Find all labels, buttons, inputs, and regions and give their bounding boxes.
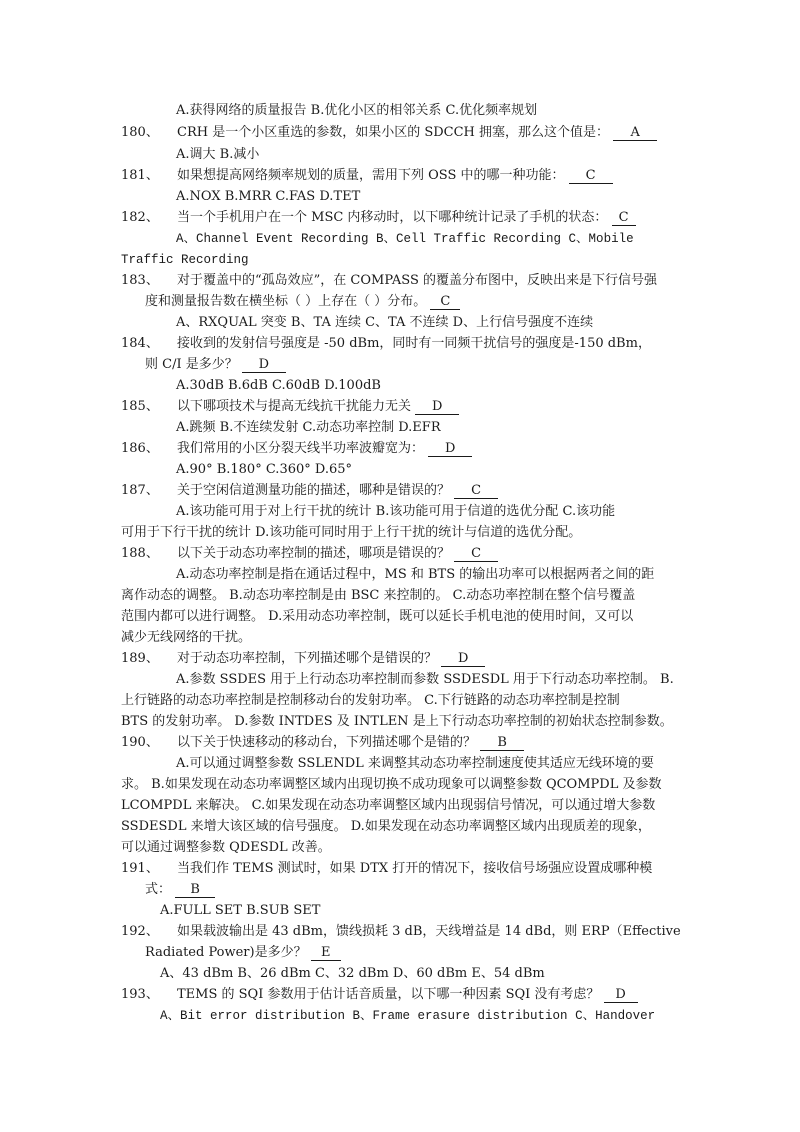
q187-number: 187、 bbox=[121, 483, 159, 498]
q193-number: 193、 bbox=[121, 987, 159, 1002]
question-180 bbox=[121, 124, 657, 142]
q193-options: A、Bit error distribution B、Frame erasure distribution C、Handover bbox=[160, 1009, 656, 1023]
q190-body-line3: LCOMPDL 来解决。 C.如果发现在动态功率调整区域内出现弱信号情况，可以通过增大参数 bbox=[121, 798, 656, 813]
q184-stem-line2-row bbox=[145, 356, 286, 374]
q191-stem-line2-row bbox=[145, 881, 215, 899]
q191-stem-line2: 式： bbox=[145, 882, 172, 897]
question-190 bbox=[121, 734, 524, 752]
q183-stem-line1: 对于覆盖中的“孤岛效应”，在 COMPASS 的覆盖分布图中，反映出来是下行信号强 bbox=[177, 273, 657, 288]
q192-number: 192、 bbox=[121, 924, 159, 939]
q182-stem: 当一个手机用户在一个 MSC 内移动时，以下哪种统计记录了手机的状态： bbox=[177, 210, 608, 225]
q186-options: A.90° B.180° C.360° D.65° bbox=[176, 462, 353, 477]
q181-answer: C bbox=[569, 168, 613, 184]
q187-stem: 关于空闲信道测量功能的描述，哪种是错误的？ bbox=[177, 483, 451, 498]
question-193 bbox=[121, 986, 638, 1004]
question-191 bbox=[121, 860, 652, 878]
q190-body-line4: SSDESDL 来增大该区域的信号强度。 D.如果发现在动态功率调整区域内出现质差的现象， bbox=[121, 819, 651, 834]
q189-body-line1: A.参数 SSDES 用于上行动态功率控制而参数 SSDESDL 用于下行动态功率控制。 B. bbox=[176, 672, 674, 687]
q187-body-line1: A.该功能可用于对上行干扰的统计 B.该功能可用于信道的选优分配 C.该功能 bbox=[176, 504, 616, 519]
q182-number: 182、 bbox=[121, 210, 159, 225]
q186-stem: 我们常用的小区分裂天线半功率波瓣宽为： bbox=[177, 441, 425, 456]
question-189 bbox=[121, 650, 485, 668]
q183-stem-line2-row bbox=[145, 293, 460, 311]
q193-answer: D bbox=[604, 987, 638, 1003]
q182-options-line2: Traffic Recording bbox=[121, 253, 249, 267]
q189-answer: D bbox=[441, 651, 485, 667]
q191-number: 191、 bbox=[121, 861, 159, 876]
q184-answer: D bbox=[242, 357, 286, 373]
q183-answer: C bbox=[430, 294, 460, 310]
question-182 bbox=[121, 209, 636, 227]
q181-stem: 如果想提高网络频率规划的质量，需用下列 OSS 中的哪一种功能： bbox=[177, 168, 565, 183]
q185-number: 185、 bbox=[121, 399, 159, 414]
q187-body-line2: 可用于下行干扰的统计 D.该功能可同时用于上行干扰的统计与信道的选优分配。 bbox=[121, 525, 582, 540]
q191-options: A.FULL SET B.SUB SET bbox=[160, 903, 321, 918]
q190-body-line2: 求。 B.如果发现在动态功率调整区域内出现切换不成功现象可以调整参数 QCOMPDL 及参数 bbox=[121, 777, 662, 792]
q192-options: A、43 dBm B、26 dBm C、32 dBm D、60 dBm E、54 dBm bbox=[160, 966, 545, 981]
q189-number: 189、 bbox=[121, 651, 159, 666]
q182-answer: C bbox=[612, 210, 636, 226]
q181-options: A.NOX B.MRR C.FAS D.TET bbox=[176, 189, 361, 204]
question-186 bbox=[121, 440, 472, 458]
q188-answer: C bbox=[454, 546, 498, 562]
q181-number: 181、 bbox=[121, 168, 159, 183]
question-187 bbox=[121, 482, 498, 500]
q184-stem-line1: 接收到的发射信号强度是 -50 dBm，同时有一同频干扰信号的强度是-150 dBm， bbox=[177, 336, 651, 351]
q188-body-line3: 范围内都可以进行调整。 D.采用动态功率控制，既可以延长手机电池的使用时间，又可以 bbox=[121, 609, 634, 624]
question-188 bbox=[121, 545, 498, 563]
question-185 bbox=[121, 398, 459, 416]
q185-answer: D bbox=[415, 399, 459, 415]
question-183 bbox=[121, 272, 657, 290]
q188-body-line1: A.动态功率控制是指在通话过程中，MS 和 BTS 的输出功率可以根据两者之间的距 bbox=[176, 567, 655, 582]
q184-stem-line2: 则 C/I 是多少？ bbox=[145, 357, 238, 372]
q180-number: 180、 bbox=[121, 125, 159, 140]
q189-body-line2: 上行链路的动态功率控制是控制移动台的发射功率。 C.下行链路的动态功率控制是控制 bbox=[121, 693, 620, 708]
q182-options-line1: A、Channel Event Recording B、Cell Traffic Recording C、Mobile bbox=[176, 232, 634, 246]
q187-answer: C bbox=[454, 483, 498, 499]
q191-answer: B bbox=[175, 882, 215, 898]
q189-body-line3: BTS 的发射功率。 D.参数 INTDES 及 INTLEN 是上下行动态功率控制的初始状态控制参数。 bbox=[121, 714, 673, 729]
q190-body-line1: A.可以通过调整参数 SSLENDL 来调整其动态功率控制速度使其适应无线环境的要 bbox=[176, 756, 654, 771]
q190-answer: B bbox=[480, 735, 524, 751]
q188-stem: 以下关于动态功率控制的描述，哪项是错误的？ bbox=[177, 546, 451, 561]
q183-options: A、RXQUAL 突变 B、TA 连续 C、TA 不连续 D、上行信号强度不连续 bbox=[176, 315, 594, 330]
q185-options: A.跳频 B.不连续发射 C.动态功率控制 D.EFR bbox=[176, 420, 441, 435]
q191-stem-line1: 当我们作 TEMS 测试时，如果 DTX 打开的情况下，接收信号场强应设置成哪种模 bbox=[177, 861, 653, 876]
q190-stem: 以下关于快速移动的移动台，下列描述哪个是错的？ bbox=[177, 735, 477, 750]
q192-stem-line2: Radiated Power)是多少？ bbox=[145, 945, 307, 960]
q183-stem-line2: 度和测量报告数在横坐标（ ）上存在（ ）分布。 bbox=[145, 294, 427, 309]
question-181 bbox=[121, 167, 613, 185]
q184-options: A.30dB B.6dB C.60dB D.100dB bbox=[176, 378, 381, 393]
q188-body-line2: 离作动态的调整。 B.动态功率控制是由 BSC 来控制的。 C.动态功率控制在整个信号覆盖 bbox=[121, 588, 636, 603]
q180-stem: CRH 是一个小区重选的参数，如果小区的 SDCCH 拥塞，那么这个值是： bbox=[177, 125, 610, 140]
q190-body-line5: 可以通过调整参数 QDESDL 改善。 bbox=[121, 840, 331, 855]
q188-body-line4: 减少无线网络的干扰。 bbox=[121, 630, 252, 645]
q192-answer: E bbox=[311, 945, 341, 961]
q183-number: 183、 bbox=[121, 273, 159, 288]
q193-stem: TEMS 的 SQI 参数用于估计话音质量，以下哪一种因素 SQI 没有考虑？ bbox=[177, 987, 600, 1002]
q189-stem: 对于动态功率控制，下列描述哪个是错误的？ bbox=[177, 651, 438, 666]
q186-answer: D bbox=[428, 441, 472, 457]
q192-stem-line1: 如果载波输出是 43 dBm，馈线损耗 3 dB，天线增益是 14 dBd，则 ERP（Effective bbox=[177, 924, 681, 939]
q192-stem-line2-row bbox=[145, 944, 341, 962]
q180-options: A.调大 B.减小 bbox=[176, 147, 260, 162]
q186-number: 186、 bbox=[121, 441, 159, 456]
q184-number: 184、 bbox=[121, 336, 159, 351]
q185-stem: 以下哪项技术与提高无线抗干扰能力无关 bbox=[177, 399, 412, 414]
question-184 bbox=[121, 335, 651, 353]
question-192 bbox=[121, 923, 681, 941]
q188-number: 188、 bbox=[121, 546, 159, 561]
q190-number: 190、 bbox=[121, 735, 159, 750]
q180-answer: A bbox=[613, 125, 657, 141]
q179-options: A.获得网络的质量报告 B.优化小区的相邻关系 C.优化频率规划 bbox=[176, 103, 538, 118]
